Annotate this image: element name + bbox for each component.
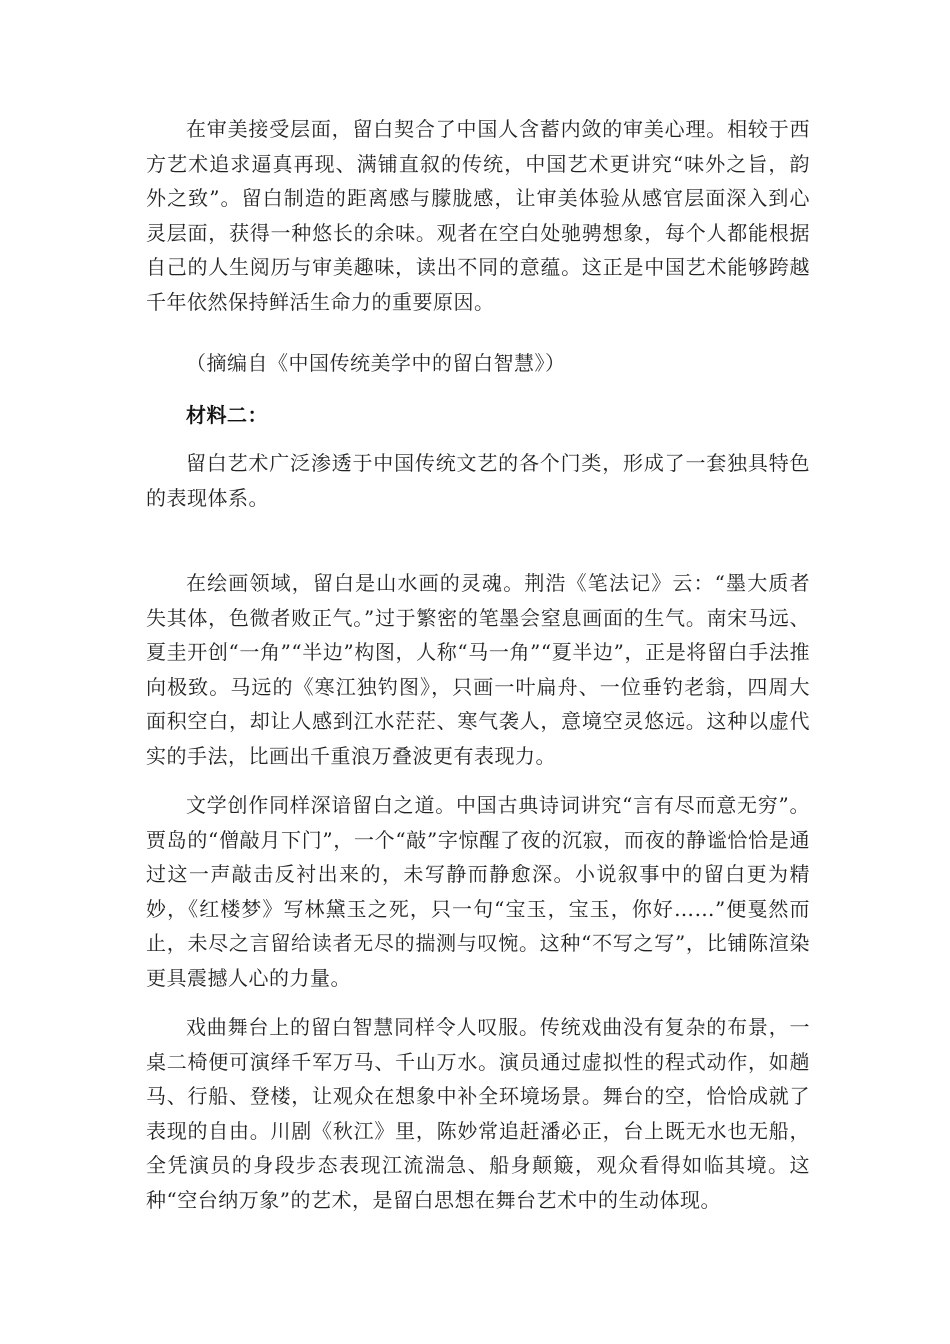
paragraph-literature: 文学创作同样深谙留白之道。中国古典诗词讲究“言有尽而意无穷”。贾岛的“僧敲月下门”，一个“敲”字惊醒了夜的沉寂，而夜的静谧恰恰是通过这一声敲击反衬出来的，未写静而静愈深。小说叙事中的留白更为精妙，《红楼梦》写林黛玉之死，只一句“宝玉，宝玉，你好……”便戛然而止，未尽之言留给读者无尽的揣测与叹惋。这种“不写之写”，比铺陈渲染更具震撼人心的力量。: [146, 793, 810, 990]
literature-section: [146, 788, 810, 996]
opera-section: [146, 1010, 810, 1218]
intro-section: [146, 112, 810, 320]
source-citation: （摘编自《中国传统美学中的留白智慧》）: [186, 351, 566, 375]
paragraph-painting: 在绘画领域，留白是山水画的灵魂。荆浩《笔法记》云：“墨大质者失其体，色微者败正气。”过于繁密的笔墨会窒息画面的生气。南宋马远、夏圭开创“一角”“半边”构图，人称“马一角”“夏半边”，正是将留白手法推向极致。马远的《寒江独钓图》，只画一叶扁舟、一位垂钓老翁，四周大面积空白，却让人感到江水茫茫、寒气袭人，意境空灵悠远。这种以虚代实的手法，比画出千重浪万叠波更有表现力。: [146, 571, 810, 768]
material-two-intro: [146, 446, 810, 515]
material-two-heading: 材料二：: [186, 403, 268, 427]
paragraph-opera: 戏曲舞台上的留白智慧同样令人叹服。传统戏曲没有复杂的布景，一桌二椅便可演绎千军万马、千山万水。演员通过虚拟性的程式动作，如趟马、行船、登楼，让观众在想象中补全环境场景。舞台的空，恰恰成就了表现的自由。川剧《秋江》里，陈妙常追赶潘必正，台上既无水也无船，全凭演员的身段步态表现江流湍急、船身颠簸，观众看得如临其境。这种“空台纳万象”的艺术，是留白思想在舞台艺术中的生动体现。: [146, 1015, 810, 1212]
painting-section: [146, 566, 810, 774]
paragraph-overview: 留白艺术广泛渗透于中国传统文艺的各个门类，形成了一套独具特色的表现体系。: [146, 451, 810, 510]
paragraph-aesthetic-reception: 在审美接受层面，留白契合了中国人含蓄内敛的审美心理。相较于西方艺术追求逼真再现、满铺直叙的传统，中国艺术更讲究“味外之旨，韵外之致”。留白制造的距离感与朦胧感，让审美体验从感官层面深入到心灵层面，获得一种悠长的余味。观者在空白处驰骋想象，每个人都能根据自己的人生阅历与审美趣味，读出不同的意蕴。这正是中国艺术能够跨越千年依然保持鲜活生命力的重要原因。: [146, 117, 810, 314]
